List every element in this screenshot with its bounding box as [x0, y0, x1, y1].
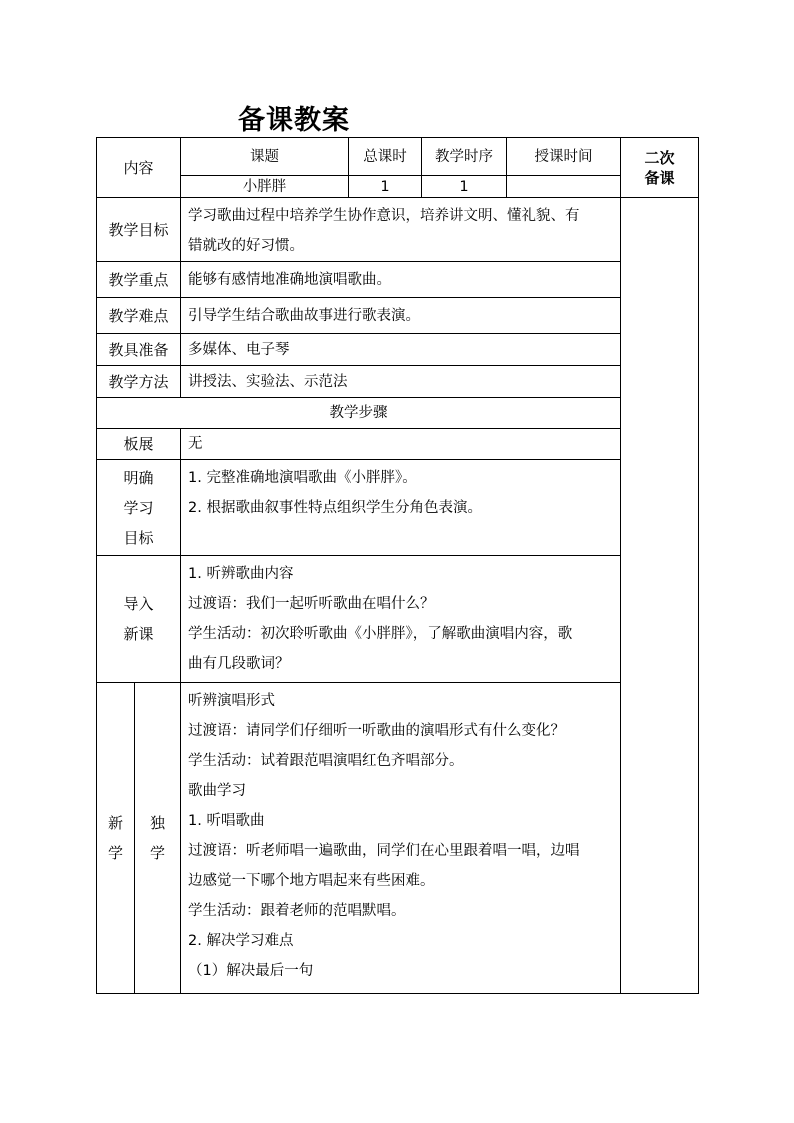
- topic-value: 小胖胖: [181, 176, 349, 198]
- new-learning-line-8: 学生活动：跟着老师的范唱默唱。: [188, 903, 406, 919]
- self-study-label: [135, 683, 181, 994]
- new-learning-line-10: （1）解决最后一句: [188, 963, 314, 979]
- new-learning-line-3: 学生活动：试着跟范唱演唱红色齐唱部分。: [188, 753, 464, 769]
- key-point-text: 能够有感情地准确地演唱歌曲。: [181, 262, 621, 298]
- tools-label: 教具准备: [97, 334, 181, 366]
- objectives-label-3: 目标: [123, 528, 154, 547]
- total-hours-value: 1: [349, 176, 422, 198]
- goal-text-line-1: 学习歌曲过程中培养学生协作意识，培养讲文明、懂礼貌、有: [188, 208, 580, 224]
- self-study-label-2: 学: [149, 844, 165, 862]
- second-prep-line-1: 二次: [644, 148, 675, 167]
- sequence-header: 教学时序: [422, 138, 507, 176]
- second-prep-area: [621, 198, 699, 994]
- new-learning-line-4: 歌曲学习: [188, 783, 246, 799]
- goal-text-line-2: 错就改的好习惯。: [188, 238, 304, 254]
- intro-text: [181, 556, 621, 683]
- goal-label: 教学目标: [97, 198, 181, 262]
- objectives-line-1: 1. 完整准确地演唱歌曲《小胖胖》。: [188, 470, 417, 486]
- objectives-line-2: 2. 根据歌曲叙事性特点组织学生分角色表演。: [188, 500, 482, 516]
- key-point-label: 教学重点: [97, 262, 181, 298]
- new-learning-label-2: 学: [107, 844, 123, 862]
- new-learning-line-1: 听辨演唱形式: [188, 693, 275, 709]
- intro-line-4: 曲有几段歌词？: [188, 656, 290, 672]
- second-prep-header: [621, 138, 699, 198]
- method-text: 讲授法、实验法、示范法: [181, 366, 621, 398]
- new-learning-line-9: 2. 解决学习难点: [188, 933, 294, 949]
- self-study-label-1: 独: [149, 814, 165, 832]
- lesson-plan-table: [96, 137, 699, 994]
- method-label: 教学方法: [97, 366, 181, 398]
- goal-text: [181, 198, 621, 262]
- time-header: 授课时间: [507, 138, 621, 176]
- content-label: 内容: [97, 138, 181, 198]
- second-prep-line-2: 备课: [644, 168, 675, 187]
- board-label: 板展: [97, 429, 181, 460]
- intro-line-3: 学生活动：初次聆听歌曲《小胖胖》，了解歌曲演唱内容，歌: [188, 626, 573, 642]
- new-learning-label-1: 新: [107, 814, 123, 832]
- intro-line-1: 1. 听辨歌曲内容: [188, 566, 294, 582]
- new-learning-line-7: 边感觉一下哪个地方唱起来有些困难。: [188, 873, 435, 889]
- new-learning-line-2: 过渡语：请同学们仔细听一听歌曲的演唱形式有什么变化？: [188, 723, 565, 739]
- tools-text: 多媒体、电子琴: [181, 334, 621, 366]
- objectives-label-2: 学习: [123, 498, 154, 517]
- new-learning-line-5: 1. 听唱歌曲: [188, 813, 265, 829]
- intro-label-2: 新课: [123, 625, 154, 643]
- new-learning-line-6: 过渡语：听老师唱一遍歌曲，同学们在心里跟着唱一唱，边唱: [188, 843, 580, 859]
- objectives-text: [181, 460, 621, 556]
- page-title: 备课教案: [238, 105, 350, 136]
- board-text: 无: [181, 429, 621, 460]
- objectives-label-1: 明确: [123, 468, 154, 487]
- new-learning-label: [97, 683, 135, 994]
- intro-label: [97, 556, 181, 683]
- intro-line-2: 过渡语：我们一起听听歌曲在唱什么？: [188, 596, 435, 612]
- total-hours-header: 总课时: [349, 138, 422, 176]
- difficulty-label: 教学难点: [97, 298, 181, 334]
- steps-heading: 教学步骤: [97, 398, 621, 429]
- topic-header: 课题: [181, 138, 349, 176]
- difficulty-text: 引导学生结合歌曲故事进行歌表演。: [181, 298, 621, 334]
- sequence-value: 1: [422, 176, 507, 198]
- objectives-label: [97, 460, 181, 556]
- time-value: [507, 176, 621, 198]
- intro-label-1: 导入: [123, 595, 154, 613]
- new-learning-text: [181, 683, 621, 994]
